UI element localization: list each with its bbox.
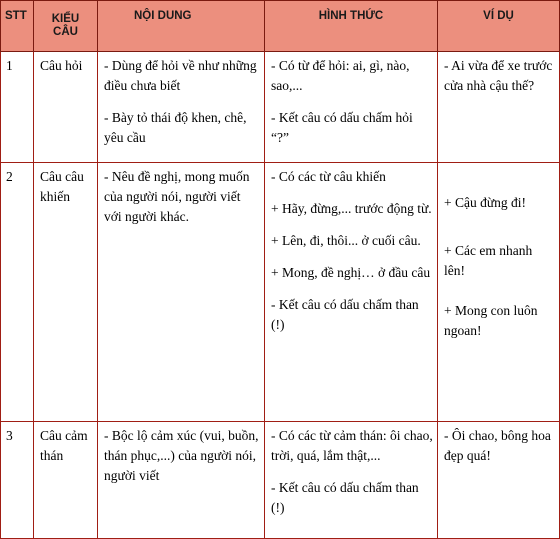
header-hinh-thuc: HÌNH THỨC <box>265 1 438 52</box>
hinh-thuc-line: - Kết câu có dấu chấm hỏi “?” <box>271 110 413 145</box>
cell-hinh-thuc <box>265 52 438 163</box>
cell-vi-du <box>438 163 560 422</box>
header-stt: STT <box>1 1 34 52</box>
cell-stt: 1 <box>1 52 34 163</box>
noi-dung-line: - Bộc lộ cảm xúc (vui, buồn, thán phục,...) của người nói, người viết <box>104 428 259 483</box>
header-noi-dung: NỘI DUNG <box>98 1 265 52</box>
table-row <box>1 163 560 422</box>
cell-kieu-cau: Câu hỏi <box>34 52 98 163</box>
header-kieu-cau-line1: KIỂU <box>51 13 80 25</box>
hinh-thuc-line: + Mong, đề nghị… ở đầu câu <box>271 265 431 280</box>
noi-dung-line: - Dùng để hỏi về như những điều chưa biết <box>104 58 257 93</box>
hinh-thuc-line: + Hãy, đừng,... trước động từ. <box>271 201 432 216</box>
hinh-thuc-line: - Có các từ câu khiến <box>271 169 386 184</box>
hinh-thuc-line: - Có các từ cảm thán: ôi chao, trời, quá, lắm thật,... <box>271 428 433 463</box>
cell-noi-dung <box>98 52 265 163</box>
table-row <box>1 52 560 163</box>
cell-kieu-cau: Câu cảm thán <box>34 422 98 539</box>
vi-du-line: + Cậu đừng đi! <box>444 195 527 210</box>
cell-vi-du <box>438 52 560 163</box>
cell-stt: 2 <box>1 163 34 422</box>
header-kieu-cau <box>34 1 98 52</box>
hinh-thuc-line: - Kết câu có dấu chấm than (!) <box>271 297 419 332</box>
noi-dung-line: - Nêu đề nghị, mong muốn của người nói, người viết với người khác. <box>104 169 250 224</box>
cell-stt: 3 <box>1 422 34 539</box>
cell-hinh-thuc <box>265 163 438 422</box>
hinh-thuc-line: + Lên, đi, thôi... ở cuối câu. <box>271 233 421 248</box>
cell-kieu-cau: Câu câu khiến <box>34 163 98 422</box>
vi-du-line: + Các em nhanh lên! <box>444 243 533 278</box>
vi-du-line: - Ôi chao, bông hoa đẹp quá! <box>444 428 551 463</box>
header-kieu-cau-line2: CÂU <box>53 26 78 38</box>
noi-dung-line: - Bày tỏ thái độ khen, chê, yêu cầu <box>104 110 247 145</box>
hinh-thuc-line: - Có từ để hỏi: ai, gì, nào, sao,... <box>271 58 410 93</box>
cell-vi-du <box>438 422 560 539</box>
vi-du-line: - Ai vừa để xe trước cửa nhà cậu thế? <box>444 58 553 93</box>
cell-hinh-thuc <box>265 422 438 539</box>
hinh-thuc-line: - Kết câu có dấu chấm than (!) <box>271 480 419 515</box>
table-header-row <box>1 1 560 52</box>
header-vi-du: VÍ DỤ <box>438 1 560 52</box>
cell-noi-dung <box>98 422 265 539</box>
table-row <box>1 422 560 539</box>
cell-noi-dung <box>98 163 265 422</box>
vi-du-line: + Mong con luôn ngoan! <box>444 303 538 338</box>
